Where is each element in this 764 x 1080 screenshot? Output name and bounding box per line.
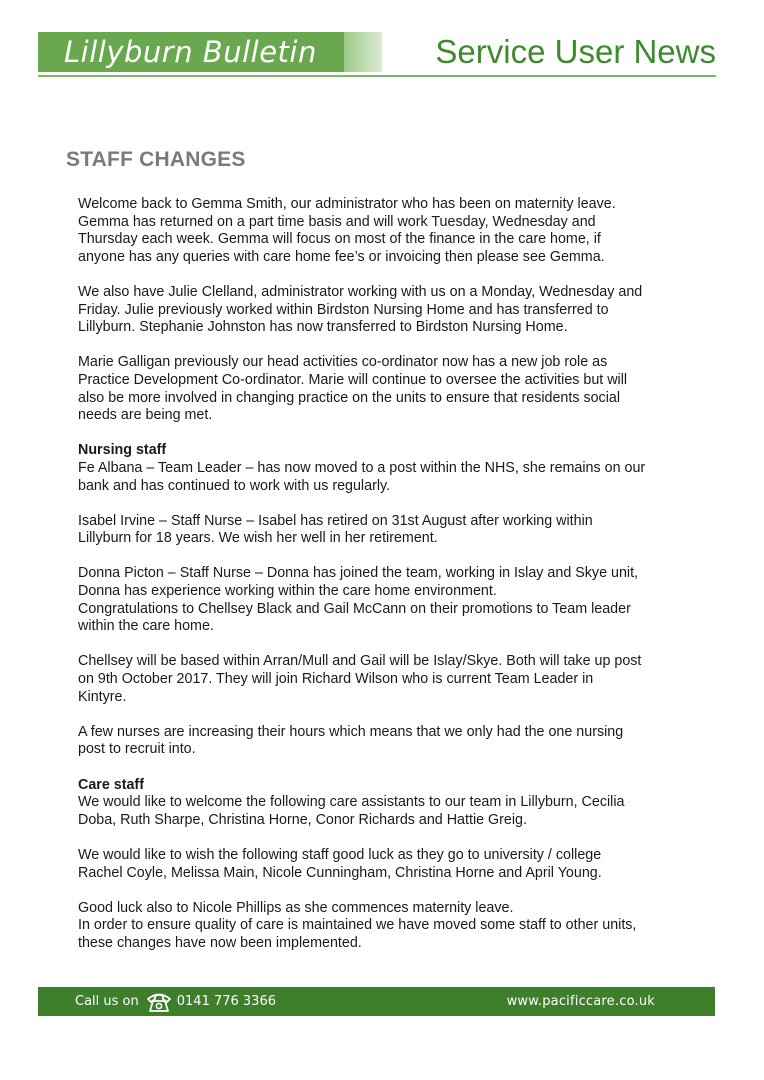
paragraph: Welcome back to Gemma Smith, our administrator who has been on maternity leave. Gemma has returned on a part time basis and will work Tuesday, Wednesday and Thursday each week. Gemma will focus on most of the finance in the care home, if anyone has any queries with care home fee’s or invoicing then please see Gemma. (78, 196, 616, 265)
call-us (75, 987, 276, 1016)
paragraph: A few nurses are increasing their hours which means that we only had the one nursing post to recruit into. (78, 723, 624, 758)
page-heading: STAFF CHANGES (66, 148, 246, 171)
bulletin-brand: Lillyburn Bulletin (38, 32, 344, 72)
phone-number[interactable]: 0141 776 3366 (176, 994, 276, 1009)
section-title: Service User News (435, 33, 716, 70)
brand-fade (344, 32, 382, 72)
page-header (38, 32, 716, 78)
paragraph: Chellsey will be based within Arran/Mull and Gail will be Islay/Skye. Both will take up post on 9th October 2017. They will join Richard Wilson who is current Team Leader in Kintyre. (78, 653, 642, 705)
paragraph: In order to ensure quality of care is maintained we have moved some staff to other units, these changes have now been implemented. (78, 917, 637, 951)
paragraph: Congratulations to Chellsey Black and Gail McCann on their promotions to Team leader within the care home. (78, 600, 631, 635)
article-body (78, 196, 696, 970)
paragraph: We would like to welcome the following care assistants to our team in Lillyburn, Cecilia Doba, Ruth Sharpe, Christina Horne, Conor Richards and Hattie Greig. (78, 794, 625, 828)
paragraph: We would like to wish the following staff good luck as they go to university / college Rachel Coyle, Melissa Main, Nicole Cunningham, Christina Horne and April Young. (78, 846, 602, 881)
paragraph: Good luck also to Nicole Phillips as she commences maternity leave. (78, 899, 514, 916)
paragraph: Isabel Irvine – Staff Nurse – Isabel has retired on 31st August after working within Lillyburn for 18 years. We wish her well in her retirement. (78, 512, 593, 547)
paragraph: Fe Albana – Team Leader – has now moved to a post within the NHS, she remains on our bank and has continued to work with us regularly. (78, 459, 646, 494)
paragraph: Marie Galligan previously our head activities co-ordinator now has a new job role as Practice Development Co-ordinator. Marie will continue to oversee the activities but will also be more involved in changing practice on the units to ensure that residents social needs are being met. (78, 354, 628, 424)
phone-icon (145, 991, 173, 1013)
call-label: Call us on (75, 994, 139, 1009)
nursing-staff-heading: Nursing staff (78, 442, 167, 459)
website-link[interactable]: www.pacificcare.co.uk (506, 994, 655, 1009)
header-rule (38, 75, 716, 77)
paragraph: Donna Picton – Staff Nurse – Donna has joined the team, working in Islay and Skye unit, Donna has experience working within the care home environment. (78, 565, 639, 600)
care-staff-heading: Care staff (78, 776, 144, 793)
page-footer (38, 987, 715, 1016)
paragraph: We also have Julie Clelland, administrator working with us on a Monday, Wednesday and Friday. Julie previously worked within Birdston Nursing Home and has transferred to Lillyburn. Stephanie Johnston has now transferred to Birdston Nursing Home. (78, 283, 643, 336)
